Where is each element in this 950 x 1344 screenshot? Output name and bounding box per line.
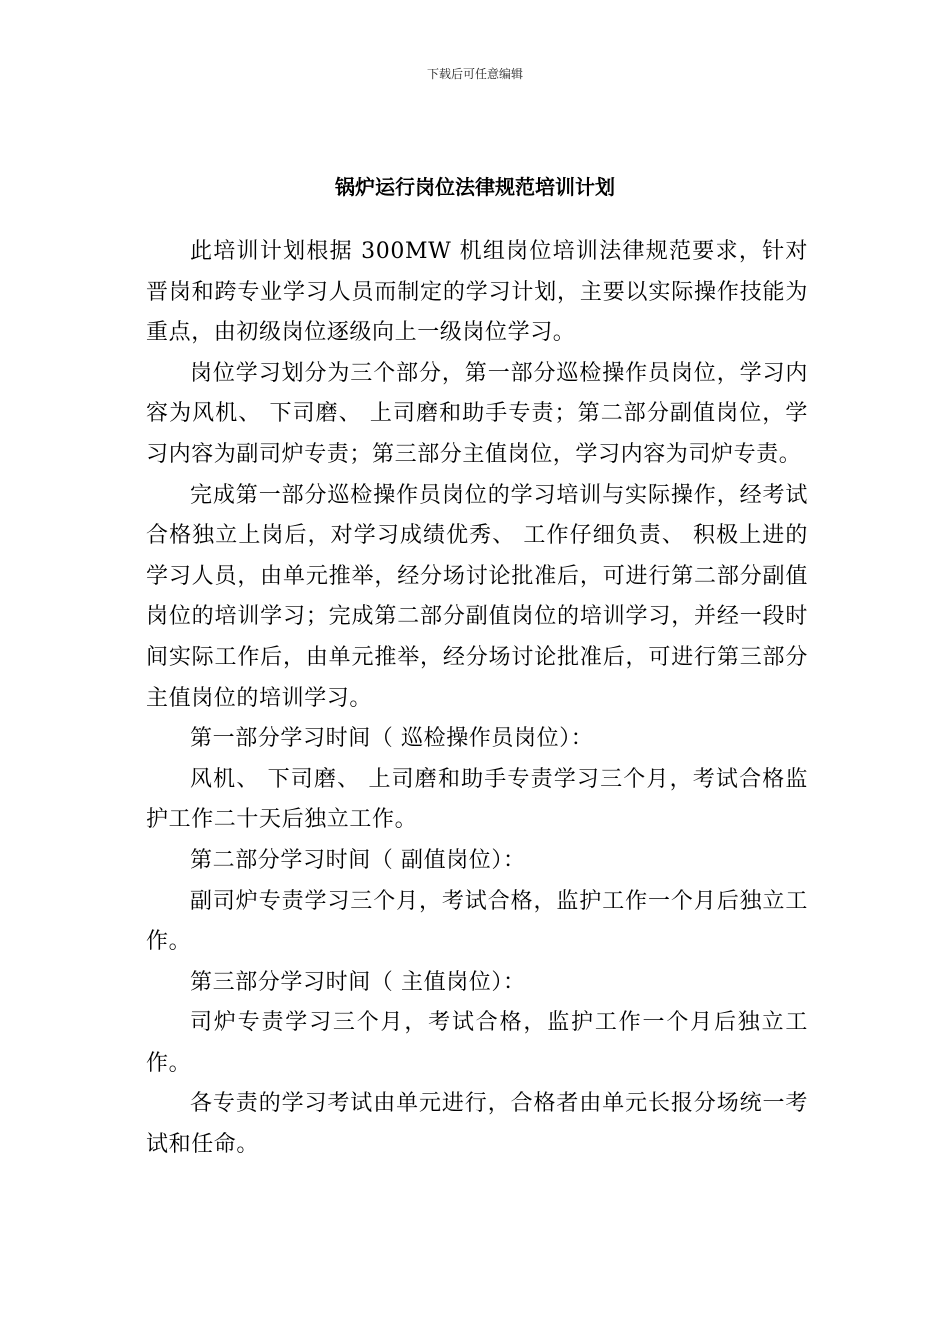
- paragraph-part3-heading: 第三部分学习时间（ 主值岗位）：: [190, 969, 526, 995]
- paragraph-part3-detail: 司炉专责学习三个月，考试合格，监护工作一个月后独立工作。: [146, 1010, 808, 1076]
- paragraph-progression: 完成第一部分巡检操作员岗位的学习培训与实际操作，经考试合格独立上岗后，对学习成绩优秀、 工作仔细负责、 积极上进的学习人员，由单元推举，经分场讨论批准后，可进行第二部分副值岗位的培训学习；完成第二部分副值岗位的培训学习，并经一段时间实际工作后，由单元推举，经分场讨论批准后，可进行第三部分主值岗位的培训学习。: [146, 482, 808, 711]
- paragraph-intro: 此培训计划根据 300MW 机组岗位培训法律规范要求，针对晋岗和跨专业学习人员而制定的学习计划，主要以实际操作技能为重点，由初级岗位逐级向上一级岗位学习。: [146, 239, 808, 346]
- document-body: [146, 232, 808, 1166]
- document-title: 锅炉运行岗位法律规范培训计划: [335, 175, 615, 199]
- paragraph-part1-detail: 风机、 下司磨、 上司磨和助手专责学习三个月，考试合格监护工作二十天后独立工作。: [146, 766, 808, 833]
- paragraph-structure: 岗位学习划分为三个部分，第一部分巡检操作员岗位，学习内容为风机、 下司磨、 上司磨和助手专责；第二部分副值岗位，学习内容为副司炉专责；第三部分主值岗位，学习内容为司炉专责。: [146, 360, 808, 467]
- paragraph-part2-heading: 第二部分学习时间（ 副值岗位）：: [190, 847, 526, 873]
- paragraph-exam: 各专责的学习考试由单元进行，合格者由单元长报分场统一考试和任命。: [146, 1091, 808, 1158]
- paragraph-part2-detail: 副司炉专责学习三个月，考试合格，监护工作一个月后独立工作。: [146, 888, 808, 955]
- paragraph-part1-heading: 第一部分学习时间（ 巡检操作员岗位）：: [190, 726, 594, 752]
- header-note: 下载后可任意编辑: [426, 67, 523, 81]
